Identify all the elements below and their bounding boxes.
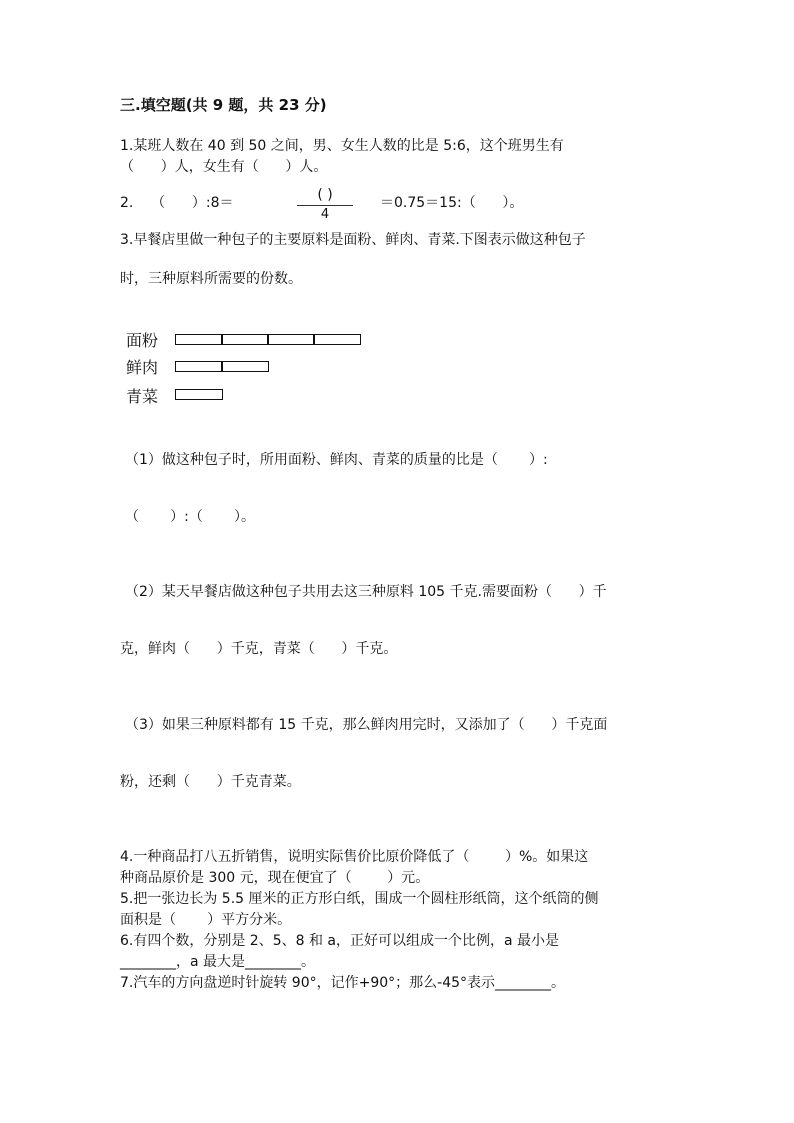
question-5-line-2: 面积是（ ）平方分米。: [120, 912, 292, 928]
question-3-sub-3-line-1: （3）如果三种原料都有 15 千克，那么鲜肉用完时，又添加了（ ）千克面: [125, 717, 608, 733]
question-2-fraction: [295, 186, 355, 226]
diagram-label-flour: 面粉: [126, 331, 159, 350]
fraction-numerator: ( ): [317, 187, 333, 203]
diagram-flour-part: [313, 334, 361, 345]
question-5-line-1: 5.把一张边长为 5.5 厘米的正方形白纸，围成一个圆柱形纸筒，这个纸筒的侧: [120, 891, 599, 907]
question-4-line-2: 种商品原价是 300 元，现在便宜了（ ）元。: [120, 870, 430, 886]
question-3-sub-3-line-2: 粉，还剩（ ）千克青菜。: [120, 774, 301, 790]
diagram-meat-part: [175, 361, 223, 372]
diagram-flour-part: [267, 334, 315, 345]
question-4-line-1: 4.一种商品打八五折销售，说明实际售价比原价降低了（ ）%。如果这: [120, 849, 589, 865]
diagram-label-vegetable: 青菜: [126, 387, 159, 406]
diagram-flour-part: [175, 334, 223, 345]
question-6-line-1: 6.有四个数，分别是 2、5、8 和 a，正好可以组成一个比例，a 最小是: [120, 933, 560, 949]
question-7-line-1: 7.汽车的方向盘逆时针旋转 90°，记作+90°；那么-45°表示________。: [120, 975, 566, 991]
question-3-sub-2-line-2: 克，鲜肉（ ）千克，青菜（ ）千克。: [120, 641, 398, 657]
question-3-line-1: 3.早餐店里做一种包子的主要原料是面粉、鲜肉、青菜.下图表示做这种包子: [120, 232, 586, 248]
question-2-left: 2. （ ）:8＝: [120, 195, 234, 211]
question-3-line-2: 时，三种原料所需要的份数。: [120, 271, 302, 287]
question-2-right: ＝0.75＝15:（ ）。: [380, 195, 524, 211]
question-1-line-1: 1.某班人数在 40 到 50 之间，男、女生人数的比是 5:6，这个班男生有: [120, 138, 564, 154]
fraction-denominator: 4: [320, 207, 330, 222]
diagram-label-meat: 鲜肉: [126, 358, 159, 377]
question-1-line-2: （ ）人，女生有（ ）人。: [120, 159, 328, 175]
diagram-vegetable-part: [175, 389, 223, 400]
question-3-sub-1-line-1: （1）做这种包子时，所用面粉、鲜肉、青菜的质量的比是（ ）:: [125, 452, 548, 468]
question-3-sub-2-line-1: （2）某天早餐店做这种包子共用去这三种原料 105 千克.需要面粉（ ）千: [125, 584, 607, 600]
diagram-meat-part: [221, 361, 269, 372]
section-title: 三.填空题(共 9 题，共 23 分): [120, 96, 327, 114]
diagram-flour-part: [221, 334, 269, 345]
question-3-sub-1-line-2: （ ）:（ ）。: [125, 509, 256, 525]
question-6-line-2: ________，a 最大是________。: [120, 954, 316, 970]
